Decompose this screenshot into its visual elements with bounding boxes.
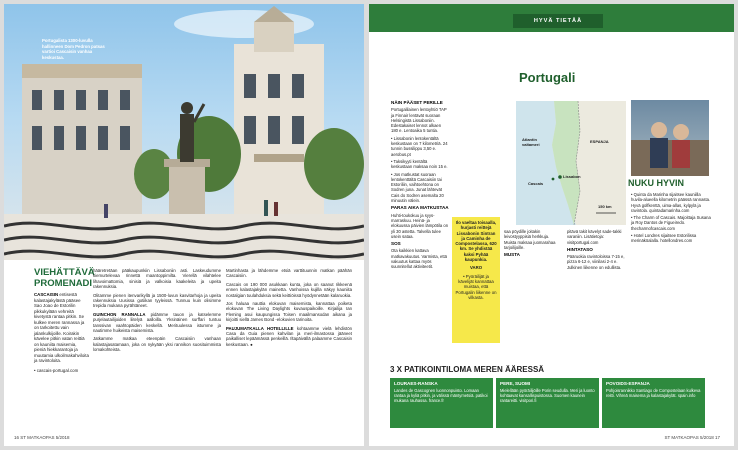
yellow-factbox	[452, 217, 500, 343]
col2-heading: MUSTA	[504, 252, 520, 258]
info-column-1	[391, 100, 449, 272]
sidebar-column	[34, 266, 95, 373]
col1-heading-3: SOS	[391, 241, 401, 247]
card-text: Mielellään pyöräilijöille Porin seudulla. Meri ja luonto kohtaavat kansallispuistossa. Suomen kaunein rantareitti. visitpori.fi	[500, 388, 595, 404]
card-title: LOURAES-RANSKA	[394, 381, 438, 386]
nuku-heading: NUKU HYVIN	[628, 178, 685, 188]
col2-text: kohtaamme vielä lehdistön Casa da Guia pienen kahvilan ja meri-ilmastossa jääneet paikalliset lepäämässä penkeillä. Iltapäivällä palaamme Cascaisin keskustaan.	[226, 325, 352, 347]
portugal-map	[516, 101, 626, 225]
map-label-lisbon: Lissabon	[563, 174, 581, 179]
col1-paragraph: Jatkamme matkaa eteenpäin Cascaisiin vanhaan kalastajasatamaan, joka on nykyään yksi rannikon suosituimmista lomakohteista.	[93, 336, 221, 353]
hiking-card	[496, 378, 599, 428]
col1-lead: GUINCHON RANNALLA	[93, 311, 146, 317]
page-footer-left: 16 ST MATKAOPAS 5/2018	[14, 435, 70, 440]
col1-paragraph	[93, 312, 221, 334]
factbox-subhead: VARO	[469, 265, 483, 271]
col2-lead: PAUJUMATKALLA HOTELLILLE	[226, 325, 294, 331]
col2-paragraph: Martinhasta ja lähdemme etsiä varttituunnin matkan päähän Cascaisiin.	[226, 268, 352, 279]
couple-photo-graphic	[631, 100, 709, 176]
card-title: POVOIDS-ESPANJA	[606, 381, 650, 386]
body-column-1	[93, 268, 221, 356]
body-column-2	[226, 268, 352, 350]
card-text: Pohjoisrannikko Santiago de Compostelaan kulkeva reitti. Vihreä maisema ja kalastajakylät. spain.info	[606, 388, 701, 399]
col1-paragraph: hääretretäan pääkaupunkiin Lissaboniin asti. Laskeudumme kiemurtelevaa rinnettä maantoppimilta. Vierellä vilahtelee lihavoimattomia, sinisiä ja valkoisia kaakeleita ja upeita rakennuksia.	[93, 268, 221, 290]
map-label-country: ESPANJA	[590, 139, 609, 144]
col2-paragraph: Cascais on 190 000 asukkaan kunta, joka on saanut rikkeenä ennen kalastajakylän mainetta. Vanhoissa kujilla näkyy kauniita nostalgian tuulahduksia sekä keittiöissä hyödynnetään kalaruokia.	[226, 281, 352, 298]
top-banner	[369, 4, 734, 32]
col3-text: pitävä takit kävelyt sade-takki varaniin. Lisätietoja: visitportugal.com	[567, 229, 622, 245]
col1-text-3: Ota kaikkien kattava matkavakuutus. Varmista, että vakuutus kattaa myös suunnitellut aktiviteetit.	[391, 248, 448, 270]
section-title-line2: PROMENADI	[34, 277, 93, 289]
col1-heading-2: PARAS AIKA MATKUSTAA	[391, 205, 449, 211]
banner-label: HYVÄ TIETÄÄ	[513, 14, 603, 28]
col1-bullet: • Taksikyyti kentältä keskustaan maksaa noin 15 e.	[391, 158, 448, 170]
col3-text-2: Pääruokia ravintoloissa 7-15 e, pizza 6-12 e, viinilasi 2-4 e. Julkinen liikenne on edullista.	[567, 254, 625, 270]
col1-bullet: • Jos matkustat suoraan lentokenttältä Cascaisiin tai Estoriliin, vaihtoehtona on Sodren juna. Junat lähtevät Cais do Sodren asemalta 20 minuutin välein.	[391, 171, 444, 204]
col2-paragraph: PAUJUMATKALLA HOTELLILLE kohtaamme vielä lehdistön Casa da Guia pienen kahvilan ja meri-ilmastossa jääneet paikalliset lepäämässä penkeillä. Iltapäivällä palaamme Cascaisin keskustaan. ●	[226, 325, 352, 347]
hiking-card	[602, 378, 705, 428]
col2-text: saa pöydille joitakin leivostyyppisiä herkkuja. Muista maksaa juomarahaa tarjoilijoille.	[504, 229, 556, 250]
nuku-text-3: • Hotel Londres sijaitsee Estorilissa merinäköalalla. hotellondres.com	[631, 233, 697, 244]
section-title-line1: VIEHÄTTÄVÄ	[34, 267, 95, 278]
sidebar-lead: CASCAISIN	[34, 292, 59, 297]
nuku-column	[631, 192, 711, 246]
hiking-card	[390, 378, 493, 428]
statue-photo	[4, 4, 364, 260]
section-title	[34, 267, 95, 289]
map-label-cascais: Cascais	[528, 181, 544, 186]
factbox-text: • Pyöräilijät ja kävelijät kannattaa muistaa, että Portugalin liikenne on vilkasta.	[455, 273, 497, 300]
col2-paragraph: Jos haluaa nauttia elokuvan maisemista, kannattaa poiketa elokuvan The Living Daylights kuvauspaikoille. Kirjailija Ian Fleming asui kaupungissa Toisen maailmansodan aikana ja kirjoitti siellä James Bond -elokuvien tarinoita.	[226, 301, 352, 323]
map-scale: 150 km	[598, 204, 612, 209]
info-column-2	[504, 229, 562, 259]
nuku-text-2: • The Charm of Cascais. Majoittaja Susana ja Roy Dantos de Figueiredo. thecharmofcascais.com	[631, 215, 711, 231]
col3-heading: HINTATASO	[567, 246, 593, 252]
sidebar-text	[34, 292, 89, 364]
page-title: Portugali	[519, 70, 576, 85]
col1-heading: NÄIN PÄÄSET PERILLE	[391, 100, 443, 105]
card-title: PERE, SUOMI	[500, 381, 531, 386]
photo-caption: Portugalista 1300-luvulla hallinneen Dom Pedron patsas vartioi Cascaisin vanhaa keskustaa.	[42, 38, 105, 60]
left-page	[4, 4, 364, 446]
info-column-3	[567, 229, 625, 272]
col1-paragraph: Olitamme pienen itenvarikyllä ja 1500-luvun kasvitarhoja ja upeita rakennuksia Uusissa gotiikan tyyleissä. Tunnuu kuin olisimme trepida mukana pyrähtäneet.	[93, 292, 221, 309]
hiking-section-heading: 3 X PATIKOINTILOMA MEREN ÄÄRESSÄ	[390, 365, 545, 374]
card-text: Landes de Gascognen luonnonpuisto. Lomaan rantaa ja kyliä pitkin, ja välissä mäntymetsiä. patikoi mukana rauhassa. france.fr	[394, 388, 488, 404]
hotel-photo	[631, 100, 709, 176]
nuku-text: • Quinta da Marinha sijaitsee kauniilla huvila-alueella kilometrin päässä rannasta. Hyvä golfkenttä, uima-allas, kylpylä ja ravintola. quintadamarinha.com	[631, 192, 711, 213]
map-label-sea: Atlantin valtameri	[522, 137, 540, 147]
sidebar-link[interactable]: • cascais-portugal.com	[34, 367, 79, 373]
col1-text: Portugalilainen lentoyhtiö TAP ja Finnair lentävät suoraan Helsingistä Lissaboniin. Edestakaiset lennot alkaen 180 e. Lentoaika 5 tuntia.	[391, 107, 447, 134]
col1-text: pidämme tauon ja katselemme purjelautailijoiden liitelyä aalloilla. Yksinäinen surffari tuntuu tanssivan vaahtopäiden keskellä. Merituulessa istumme ja nautimme huikeista maisemista.	[93, 311, 221, 334]
sidebar-link-text[interactable]: cascais-portugal.com	[36, 367, 79, 373]
sidebar-body: entisestä kalastajakylästä pääsee Sao Joao de Estorilin pikkukylään vehreitä kivetystä rantaa pitkin. Se kulkee meren rannassa ja on tarkoitettu vain jalankulkijoille. Koirakin kävelee pitkin vatan reittiä on kauniita maisemia, pieniä hiekkarantoja ja muutamia ulkoilmakahviloita ja ravintoloita.	[34, 292, 89, 363]
col1-text-2: Huhti-toukokuu ja syys-marraskuu. Heinä- ja elokuussa päivien lämpötila on yli 30 astetta. Talvella tulee usein sataa.	[391, 212, 449, 239]
page-footer-right: ST MATKAOPAS 5/2018 17	[664, 435, 720, 440]
col1-bullet: • Lissabonin lentokentältä keskustaan on 7 kilometriä. 24 tunnin bussilippu 3,50 e. aerobus.pt	[391, 135, 448, 157]
right-page	[369, 4, 734, 446]
factbox-title: Ilo vaeltaa toisaalla, hurjasti reittejä Lissabonin Sintran ja Caminha de Compostelassa, 620 km. Se yhdistää kaksi Pyhää kaupunkia.	[455, 220, 497, 263]
